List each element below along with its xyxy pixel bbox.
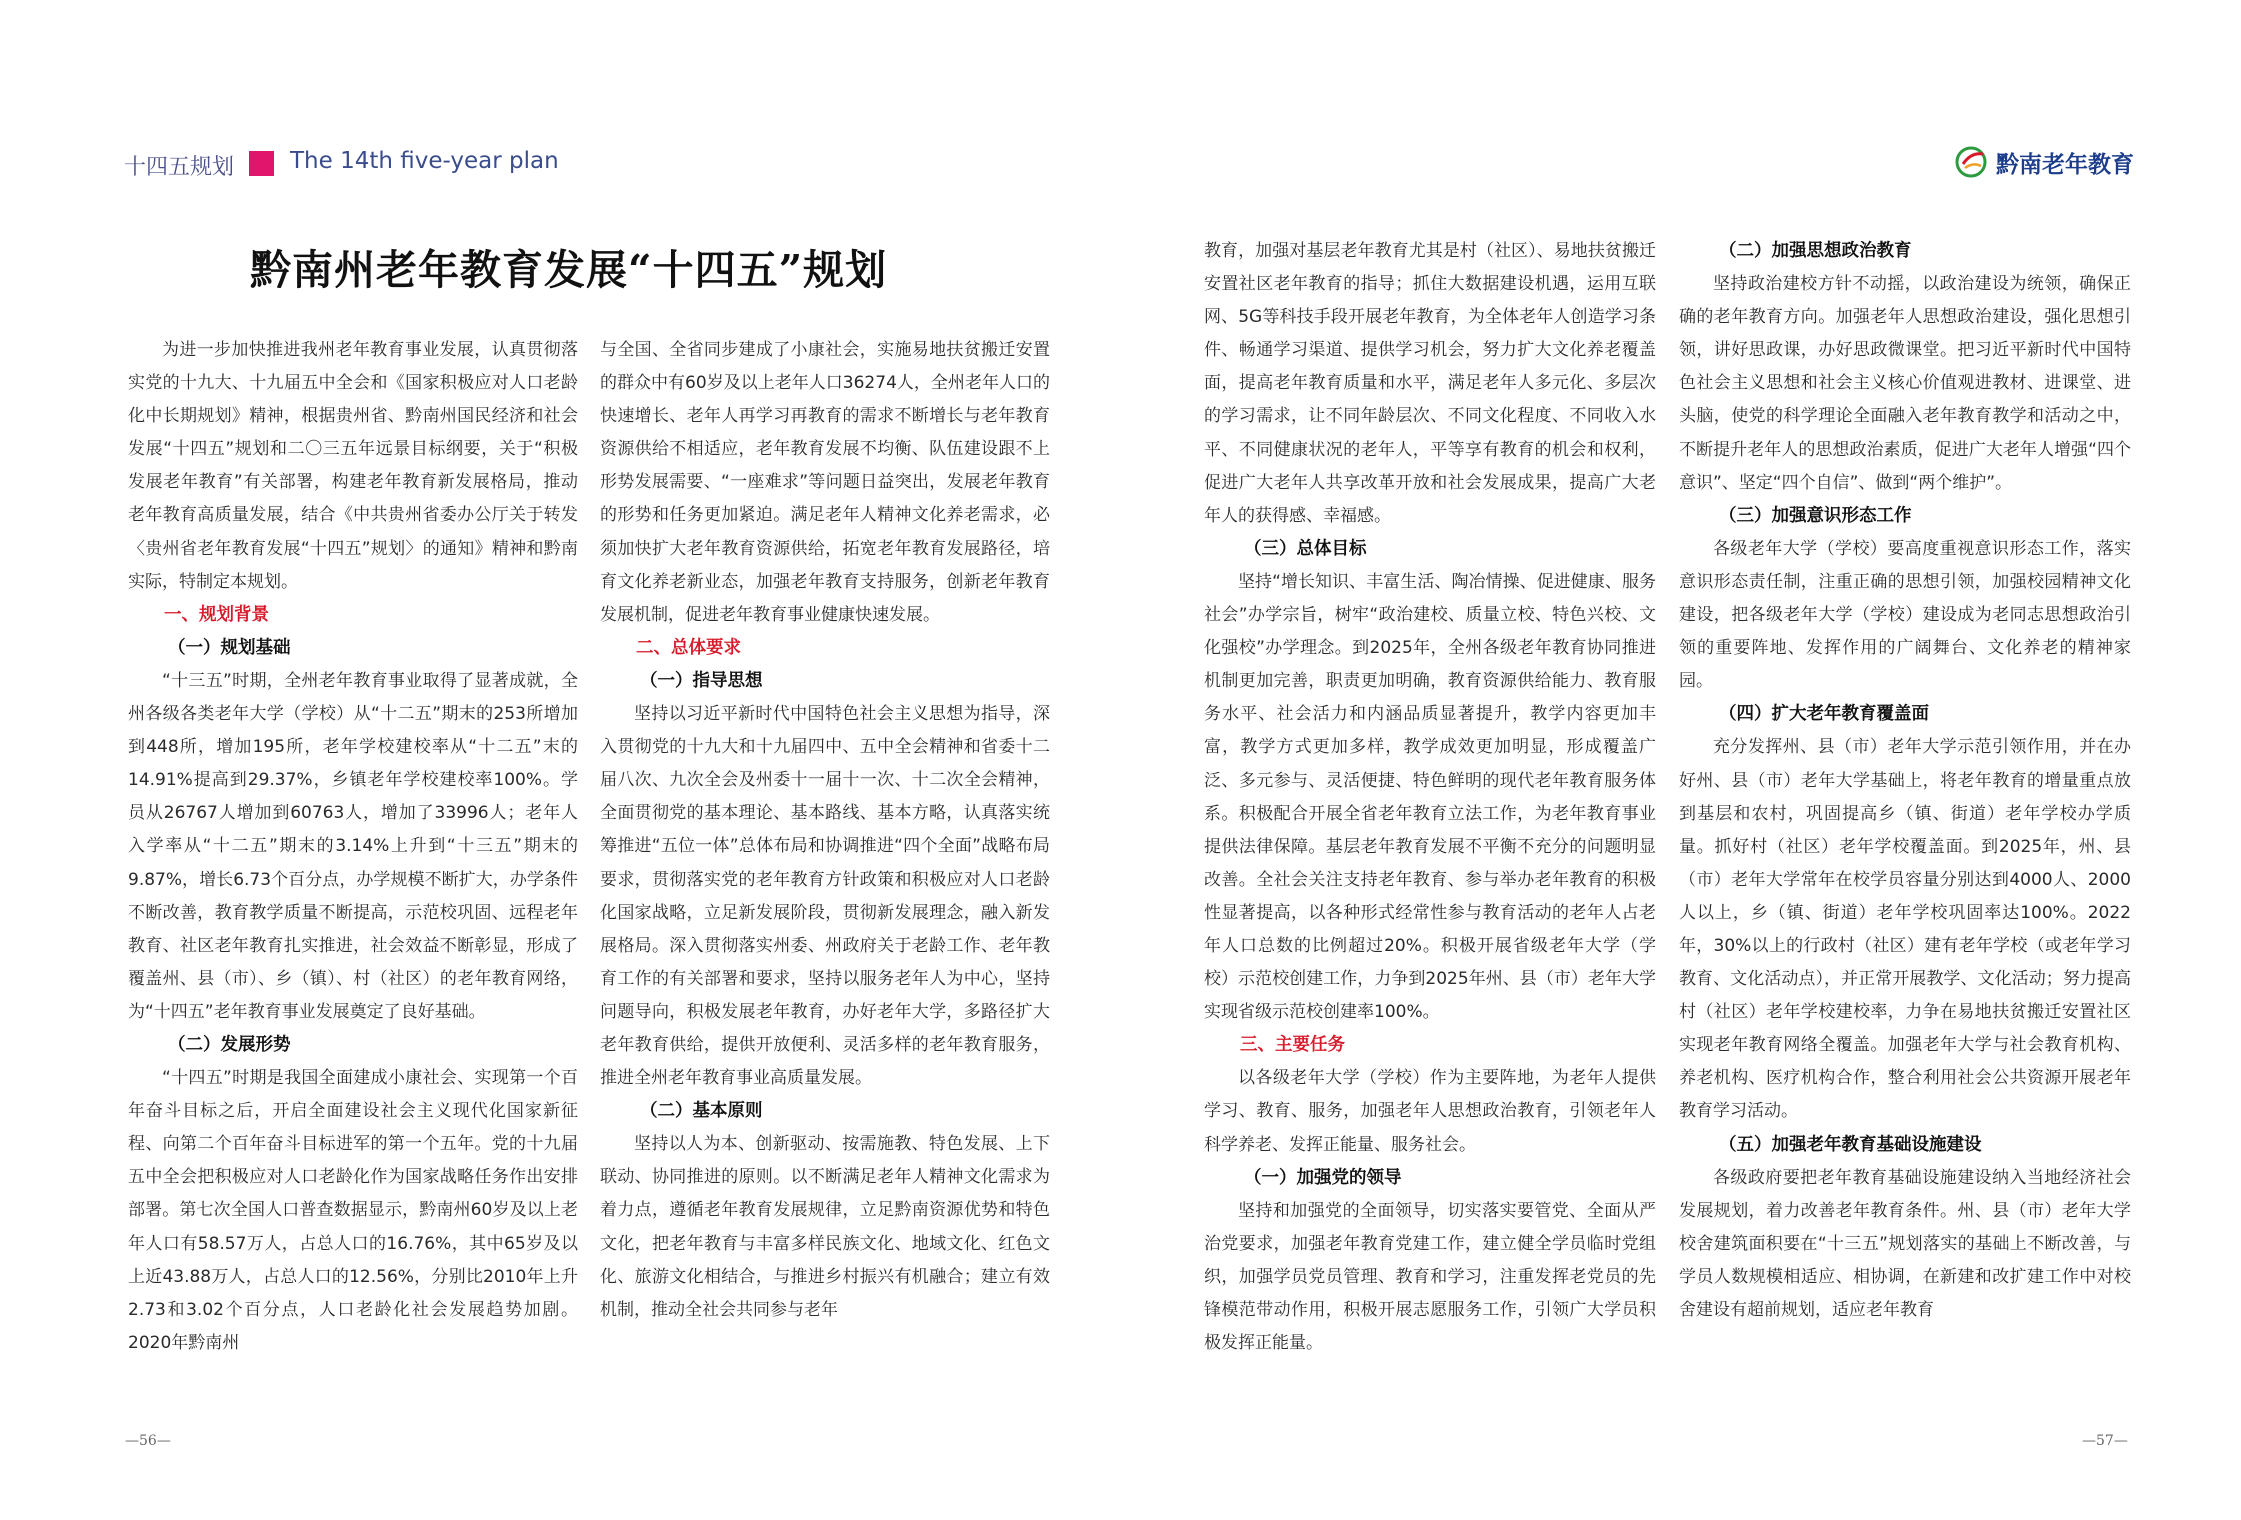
subsection-heading-1-1: （一）规划基础 <box>168 637 291 658</box>
paragraph-2-2: 坚持以人为本、创新驱动、按需施教、特色发展、上下联动、协同推进的原则。以不断满足老年人精神文化需求为着力点，遵循老年教育发展规律，立足黔南资源优势和特色文化，把老年教育与丰富多样民族文化、地域文化、红色文化、旅游文化相结合，与推进乡村振兴有机融合；建立有效机制，推动全社会共同参与老年 <box>600 1134 1050 1320</box>
paragraph-3-3: 各级老年大学（学校）要高度重视意识形态工作，落实意识形态责任制，注重正确的思想引领，加强校园精神文化建设，把各级老年大学（学校）建设成为老同志思想政治引领的重要阵地、发挥作用的广阔舞台、文化养老的精神家园。 <box>1679 538 2131 692</box>
section-heading-3: 三、主要任务 <box>1240 1035 1345 1056</box>
article-title: 黔南州老年教育发展“十四五”规划 <box>250 246 888 294</box>
subsection-heading-2-2: （二）基本原则 <box>640 1101 763 1122</box>
subsection-heading-2-3: （三）总体目标 <box>1244 538 1367 559</box>
section-label-cn: 十四五规划 <box>124 155 235 180</box>
brand-name: 黔南老年教育 <box>1996 152 2134 178</box>
paragraph-2-1: 坚持以习近平新时代中国特色社会主义思想为指导，深入贯彻党的十九大和十九届四中、五中全会精神和省委十二届八次、九次全会及州委十一届十一次、十二次全会精神，全面贯彻党的基本理论、基本路线、基本方略，认真落实统筹推进“五位一体”总体布局和协调推进“四个全面”战略布局要求，贯彻落实党的老年教育方针政策和积极应对人口老龄化国家战略，立足新发展阶段，贯彻新发展理念，融入新发展格局。深入贯彻落实州委、州政府关于老龄工作、老年教育工作的有关部署和要求，坚持以服务老年人为中心，坚持问题导向，积极发展老年教育，办好老年大学，多路径扩大老年教育供给，提供开放便利、灵活多样的老年教育服务，推进全州老年教育事业高质量发展。 <box>600 704 1050 1089</box>
paragraph-3-5: 各级政府要把老年教育基础设施建设纳入当地经济社会发展规划，着力改善老年教育条件。州、县（市）老年大学校舍建筑面积要在“十三五”规划落实的基础上不断改善，与学员人数规模相适应、相协调，在新建和改扩建工作中对校舍建设有超前规划，适应老年教育 <box>1679 1167 2131 1320</box>
brand-logo-icon <box>1953 144 1993 178</box>
paragraph-2-2-continued: 教育，加强对基层老年教育尤其是村（社区）、易地扶贫搬迁安置社区老年教育的指导；抓住大数据建设机遇，运用互联网、5G等科技手段开展老年教育，为全体老年人创造学习条件、畅通学习渠道、提供学习机会，努力扩大文化养老覆盖面，提高老年教育质量和水平，满足老年人多元化、多层次的学习需求，让不同年龄层次、不同文化程度、不同收入水平、不同健康状况的老年人，平等享有教育的机会和权利，促进广大老年人共享改革开放和社会发展成果，提高广大老年人的获得感、幸福感。 <box>1204 241 1656 526</box>
subsection-heading-1-2: （二）发展形势 <box>168 1034 291 1055</box>
intro-paragraph: 为进一步加快推进我州老年教育事业发展，认真贯彻落实党的十九大、十九届五中全会和《国家积极应对人口老龄化中长期规划》精神，根据贵州省、黔南州国民经济和社会发展“十四五”规划和二〇三五年远景目标纲要，关于“积极发展老年教育”有关部署，构建老年教育新发展格局，推动老年教育高质量发展，结合《中共贵州省委办公厅关于转发〈贵州省老年教育发展“十四五”规划〉的通知》精神和黔南实际，特制定本规划。 <box>128 340 578 592</box>
section-marker <box>249 151 274 176</box>
subsection-heading-3-4: （四）扩大老年教育覆盖面 <box>1719 704 1929 725</box>
section-heading-1: 一、规划背景 <box>164 604 269 625</box>
paragraph-3-4: 充分发挥州、县（市）老年大学示范引领作用，并在办好州、县（市）老年大学基础上，将老年教育的增量重点放到基层和农村，巩固提高乡（镇、街道）老年学校办学质量。抓好村（社区）老年学校覆盖面。到2025年，州、县（市）老年大学常年在校学员容量分别达到4000人、2000人以上，乡（镇、街道）老年学校巩固率达100%。2022年，30%以上的行政村（社区）建有老年学校（或老年学习教育、文化活动点），并正常开展教学、文化活动；努力提高村（社区）老年学校建校率，力争在易地扶贫搬迁安置社区实现老年教育网络全覆盖。加强老年大学与社会教育机构、养老机构、医疗机构合作，整合利用社会公共资源开展老年教育学习活动。 <box>1679 737 2131 1122</box>
paragraph-2-3: 坚持“增长知识、丰富生活、陶冶情操、促进健康、服务社会”办学宗旨，树牢“政治建校、质量立校、特色兴校、文化强校”办学理念。到2025年，全州各级老年教育协同推进机制更加完善，职责更加明确，教育资源供给能力、教育服务水平、社会活力和内涵品质显著提升，教学内容更加丰富，教学方式更加多样，教学成效更加明显，形成覆盖广泛、多元参与、灵活便捷、特色鲜明的现代老年教育服务体系。积极配合开展全省老年教育立法工作，为老年教育事业提供法律保障。基层老年教育发展不平衡不充分的问题明显改善。全社会关注支持老年教育、参与举办老年教育的积极性显著提高，以各种形式经常性参与教育活动的老年人占老年人口总数的比例超过20%。积极开展省级老年大学（学校）示范校创建工作，力争到2025年州、县（市）老年大学实现省级示范校创建率100%。 <box>1204 571 1656 1023</box>
text-column-2 <box>600 334 1050 1327</box>
subsection-heading-3-3: （三）加强意识形态工作 <box>1719 505 1912 526</box>
section-heading-2: 二、总体要求 <box>636 637 741 658</box>
paragraph-3-2: 坚持政治建校方针不动摇，以政治建设为统领，确保正确的老年教育方向。加强老年人思想政治建设，强化思想引领，讲好思政课，办好思政微课堂。把习近平新时代中国特色社会主义思想和社会主义核心价值观进教材、进课堂、进头脑，使党的科学理论全面融入老年教育教学和活动之中，不断提升老年人的思想政治素质，促进广大老年人增强“四个意识”、坚定“四个自信”、做到“两个维护”。 <box>1679 274 2131 493</box>
section-label-en: The 14th five-year plan <box>290 148 559 174</box>
paragraph-3-intro: 以各级老年大学（学校）作为主要阵地，为老年人提供学习、教育、服务，加强老年人思想政治教育，引领老年人科学养老、发挥正能量、服务社会。 <box>1204 1068 1656 1155</box>
paragraph-1-2-continued: 与全国、全省同步建成了小康社会，实施易地扶贫搬迁安置的群众中有60岁及以上老年人口36274人，全州老年人口的快速增长、老年人再学习再教育的需求不断增长与老年教育资源供给不相适应，老年教育发展不均衡、队伍建设跟不上形势发展需要、“一座难求”等问题日益突出，发展老年教育的形势和任务更加紧迫。满足老年人精神文化养老需求，必须加快扩大老年教育资源供给，拓宽老年教育发展路径，培育文化养老新业态，加强老年教育支持服务，创新老年教育发展机制，促进老年教育事业健康快速发展。 <box>600 340 1050 625</box>
text-column-1 <box>128 334 578 1360</box>
subsection-heading-3-1: （一）加强党的领导 <box>1244 1167 1402 1188</box>
page-number-left: —56— <box>125 1433 171 1449</box>
paragraph-1-1: “十三五”时期，全州老年教育事业取得了显著成就，全州各级各类老年大学（学校）从“十二五”期末的253所增加到448所，增加195所，老年学校建校率从“十二五”末的14.91%提高到29.37%，乡镇老年学校建校率100%。学员从26767人增加到60763人，增加了33996人；老年人入学率从“十二五”期末的3.14%上升到“十三五”期末的9.87%，增长6.73个百分点，办学规模不断扩大，办学条件不断改善，教育教学质量不断提高，示范校巩固、远程老年教育、社区老年教育扎实推进，社会效益不断彰显，形成了覆盖州、县（市）、乡（镇）、村（社区）的老年教育网络，为“十四五”老年教育事业发展奠定了良好基础。 <box>128 670 578 1022</box>
subsection-heading-3-2: （二）加强思想政治教育 <box>1719 241 1912 261</box>
subsection-heading-3-5: （五）加强老年教育基础设施建设 <box>1719 1134 1982 1155</box>
text-column-4 <box>1679 235 2131 1327</box>
paragraph-3-1: 坚持和加强党的全面领导，切实落实要管党、全面从严治党要求，加强老年教育党建工作，建立健全学员临时党组织，加强学员党员管理、教育和学习，注重发挥老党员的先锋模范带动作用，积极开展志愿服务工作，引领广大学员积极发挥正能量。 <box>1204 1200 1656 1354</box>
subsection-heading-2-1: （一）指导思想 <box>640 670 763 691</box>
page-number-right: —57— <box>2082 1433 2128 1449</box>
text-column-3 <box>1204 235 1656 1360</box>
paragraph-1-2: “十四五”时期是我国全面建成小康社会、实现第一个百年奋斗目标之后，开启全面建设社会主义现代化国家新征程、向第二个百年奋斗目标进军的第一个五年。党的十九届五中全会把积极应对人口老龄化作为国家战略任务作出安排部署。第七次全国人口普查数据显示，黔南州60岁及以上老年人口有58.57万人，占总人口的16.76%，其中65岁及以上近43.88万人，占总人口的12.56%，分别比2010年上升2.73和3.02个百分点，人口老龄化社会发展趋势加剧。2020年黔南州 <box>128 1068 578 1353</box>
